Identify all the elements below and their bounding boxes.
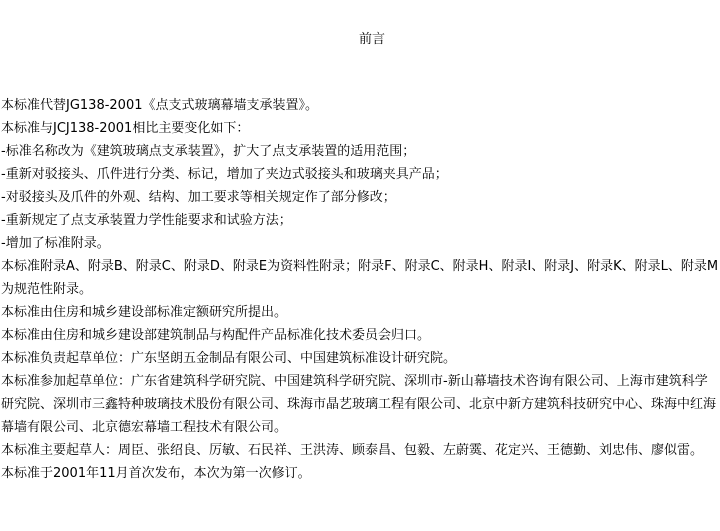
- paragraph-main-authors: 本标准主要起草人：周臣、张绍良、厉敏、石民祥、王洪涛、顾泰昌、包毅、左蔚霙、花定兴、王德勤、刘忠伟、廖似雷。: [1, 443, 704, 458]
- paragraph-change-item: -重新对驳接头、爪件进行分类、标记，增加了夹边式驳接头和玻璃夹具产品；: [1, 167, 448, 182]
- paragraph-proposed-by: 本标准由住房和城乡建设部标准定额研究所提出。: [1, 305, 288, 320]
- paragraph-appendices: 本标准附录A、附录B、附录C、附录D、附录E为资料性附录；附录F、附录C、附录H、附录I、附录J、附录K、附录L、附录M为规范性附录。: [1, 259, 719, 297]
- paragraph-publication-history: 本标准于2001年11月首次发布，本次为第一次修订。: [1, 466, 311, 481]
- paragraph-administered-by: 本标准由住房和城乡建设部建筑制品与构配件产品标准化技术委员会归口。: [1, 328, 431, 343]
- document-title: 前言: [358, 32, 385, 47]
- paragraph-changes-intro: 本标准与JCJ138-2001相比主要变化如下：: [1, 121, 250, 136]
- paragraph-change-item: -重新规定了点支承装置力学性能要求和试验方法；: [1, 213, 292, 228]
- paragraph-change-item: -对驳接头及爪件的外观、结构、加工要求等相关规定作了部分修改；: [1, 190, 396, 205]
- paragraph-participating-drafters: 本标准参加起草单位：广东省建筑科学研究院、中国建筑科学研究院、深圳市-新山幕墙技术咨询有限公司、上海市建筑科学研究院、深圳市三鑫特种玻璃技术股份有限公司、珠海市晶艺玻璃工程有限公司、北京中新方建筑科技研究中心、珠海中红海幕墙有限公司、北京德宏幕墙工程技术有限公司。: [1, 374, 717, 435]
- paragraph-change-item: -增加了标准附录。: [1, 236, 110, 251]
- document-body: [1, 94, 719, 485]
- paragraph-lead-drafters: 本标准负责起草单位：广东坚朗五金制品有限公司、中国建筑标准设计研究院。: [1, 351, 457, 366]
- paragraph-change-item: -标准名称改为《建筑玻璃点支承装置》，扩大了点支承装置的适用范围；: [1, 144, 416, 159]
- paragraph-replacement-note: 本标准代替JG138-2001《点支式玻璃幕墙支承装置》。: [1, 98, 318, 113]
